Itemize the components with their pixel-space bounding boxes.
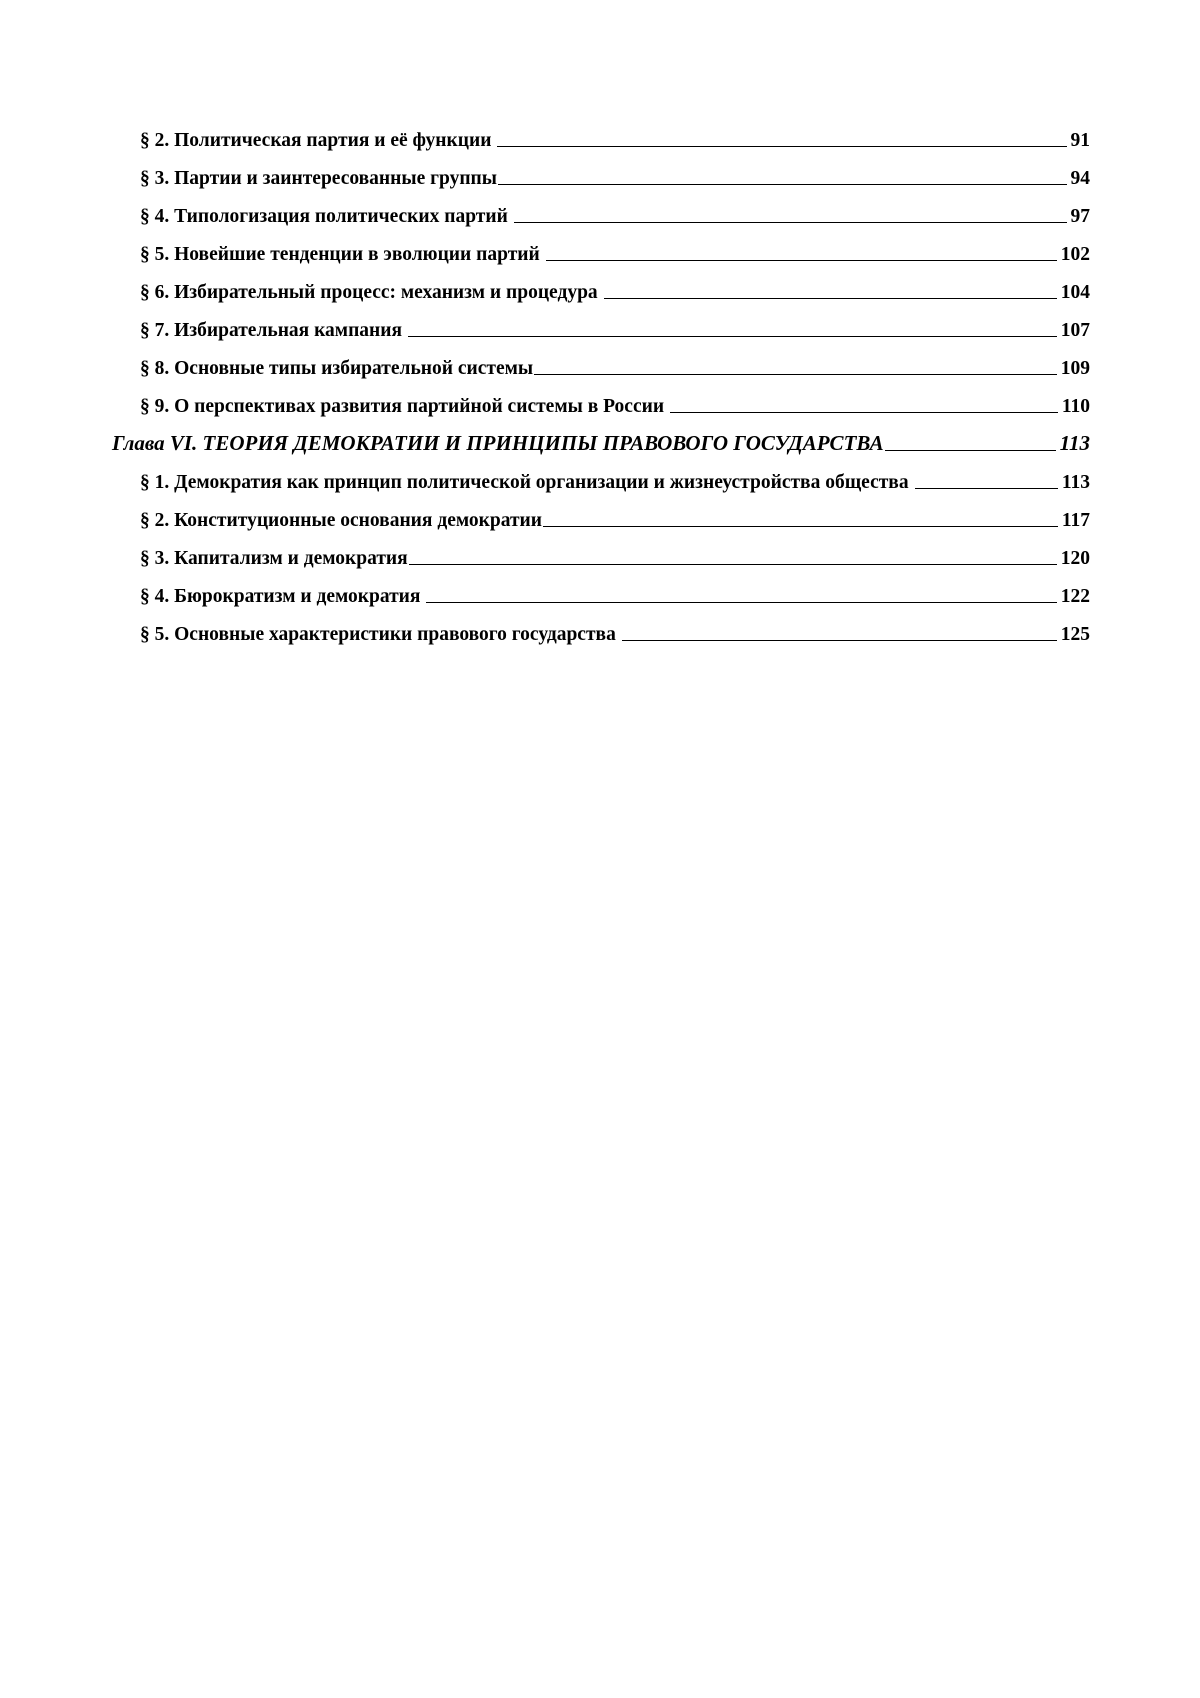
toc-entry[interactable]	[112, 378, 1090, 416]
toc-leader-line	[546, 260, 1057, 261]
toc-leader-line	[498, 184, 1066, 185]
toc-entry[interactable]	[112, 492, 1090, 530]
toc-chapter-entry[interactable]	[112, 416, 1090, 454]
toc-entry[interactable]	[112, 454, 1090, 492]
toc-entry-page: 109	[1060, 357, 1090, 379]
toc-leader-line	[426, 602, 1056, 603]
toc-entry[interactable]	[112, 340, 1090, 378]
toc-entry-page: 91	[1070, 129, 1090, 151]
toc-entry-page: 113	[1061, 471, 1090, 493]
toc-entry[interactable]	[112, 264, 1090, 302]
toc-entry-title: § 3. Капитализм и демократия	[140, 547, 408, 569]
toc-leader-line	[604, 298, 1057, 299]
toc-entry-title: § 2. Политическая партия и её функции	[140, 129, 492, 151]
toc-entry-page: 120	[1060, 547, 1090, 569]
toc-entry-title: § 6. Избирательный процесс: механизм и процедура	[140, 281, 598, 303]
toc-chapter-title: Глава VI. ТЕОРИЯ ДЕМОКРАТИИ И ПРИНЦИПЫ ПРАВОВОГО ГОСУДАРСТВА	[112, 431, 884, 455]
toc-entry-title: § 4. Бюрократизм и демократия	[140, 585, 421, 607]
toc-entry-page: 102	[1060, 243, 1090, 265]
toc-entry[interactable]	[112, 226, 1090, 264]
toc-entry-title: § 2. Конституционные основания демократии	[140, 509, 543, 531]
toc-entry[interactable]	[112, 150, 1090, 188]
toc-entry[interactable]	[112, 188, 1090, 226]
toc-entry[interactable]	[112, 112, 1090, 150]
toc-entry-title: § 3. Партии и заинтересованные группы	[140, 167, 498, 189]
toc-entry-title: § 7. Избирательная кампания	[140, 319, 403, 341]
toc-entry-title: § 5. Основные характеристики правового государства	[140, 623, 616, 645]
toc-leader-line	[885, 450, 1056, 451]
toc-entry-page: 122	[1060, 585, 1090, 607]
toc-entry[interactable]	[112, 302, 1090, 340]
toc-entry-page: 94	[1070, 167, 1090, 189]
toc-entry-page: 125	[1060, 623, 1090, 645]
toc-leader-line	[408, 336, 1057, 337]
toc-entry-title: § 5. Новейшие тенденции в эволюции партий	[140, 243, 540, 265]
toc-entry-title: § 4. Типологизация политических партий	[140, 205, 508, 227]
toc-entry-page: 104	[1060, 281, 1090, 303]
toc-leader-line	[543, 526, 1058, 527]
toc-leader-line	[915, 488, 1058, 489]
toc-entry-title: § 1. Демократия как принцип политической организации и жизнеустройства общества	[140, 471, 909, 493]
toc-leader-line	[622, 640, 1057, 641]
toc-leader-line	[534, 374, 1057, 375]
toc-entry-page: 117	[1061, 509, 1090, 531]
toc-chapter-page: 113	[1059, 431, 1090, 455]
toc-entry-title: § 8. Основные типы избирательной системы	[140, 357, 534, 379]
toc-entry-page: 97	[1070, 205, 1090, 227]
toc-entry-page: 107	[1060, 319, 1090, 341]
toc-entry-title: § 9. О перспективах развития партийной системы в России	[140, 395, 665, 417]
toc-leader-line	[497, 146, 1066, 147]
toc-leader-line	[670, 412, 1058, 413]
table-of-contents	[112, 112, 1090, 644]
toc-entry[interactable]	[112, 530, 1090, 568]
toc-entry-page: 110	[1061, 395, 1090, 417]
toc-entry[interactable]	[112, 568, 1090, 606]
toc-leader-line	[514, 222, 1067, 223]
toc-entry[interactable]	[112, 606, 1090, 644]
toc-leader-line	[409, 564, 1057, 565]
